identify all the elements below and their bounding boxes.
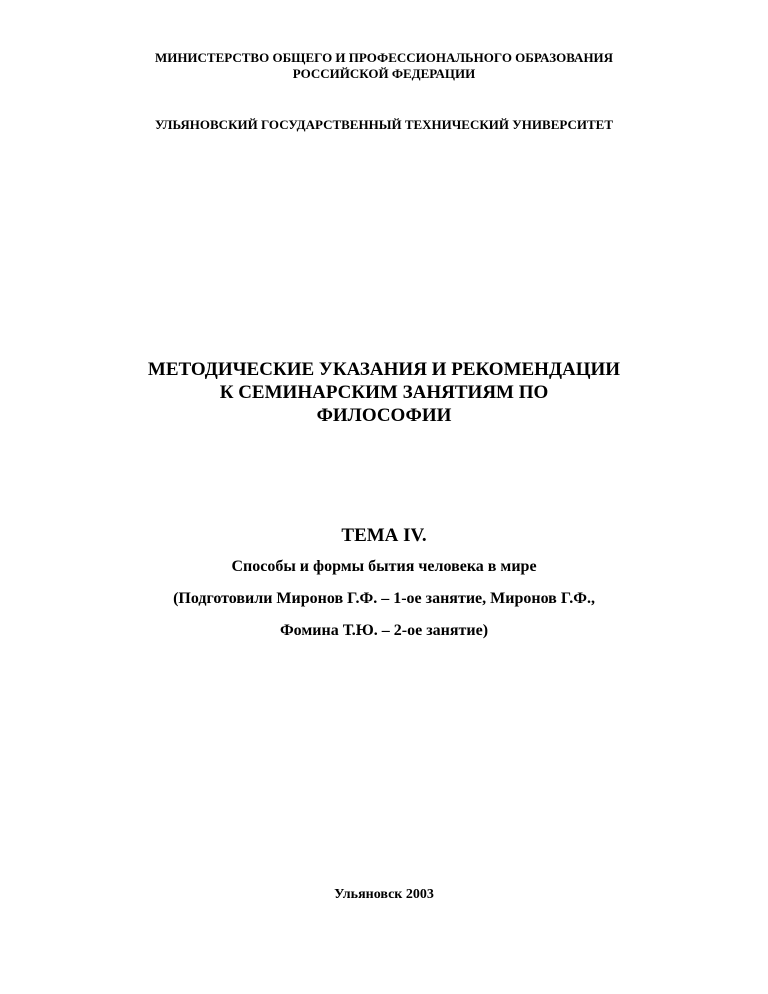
title-line-2: К СЕМИНАРСКИМ ЗАНЯТИЯМ ПО xyxy=(219,382,549,403)
topic-subject: Способы и формы бытия человека в мире xyxy=(231,558,537,575)
topic-label: ТЕМА IV. xyxy=(341,525,427,546)
university-name: УЛЬЯНОВСКИЙ ГОСУДАРСТВЕННЫЙ ТЕХНИЧЕСКИЙ УНИВЕРСИТЕТ xyxy=(154,117,613,132)
title-line-3: ФИЛОСОФИИ xyxy=(316,405,452,426)
place-year: Ульяновск 2003 xyxy=(334,887,434,902)
authors-line-1: (Подготовили Миронов Г.Ф. – 1-ое занятие, Миронов Г.Ф., xyxy=(173,590,595,607)
ministry-line-1: МИНИСТЕРСТВО ОБЩЕГО И ПРОФЕССИОНАЛЬНОГО ОБРАЗОВАНИЯ xyxy=(154,50,614,65)
ministry-line-2: РОССИЙСКОЙ ФЕДЕРАЦИИ xyxy=(292,66,476,81)
title-line-1: МЕТОДИЧЕСКИЕ УКАЗАНИЯ И РЕКОМЕНДАЦИИ xyxy=(147,359,621,380)
authors-line-2: Фомина Т.Ю. – 2-ое занятие) xyxy=(279,622,489,639)
